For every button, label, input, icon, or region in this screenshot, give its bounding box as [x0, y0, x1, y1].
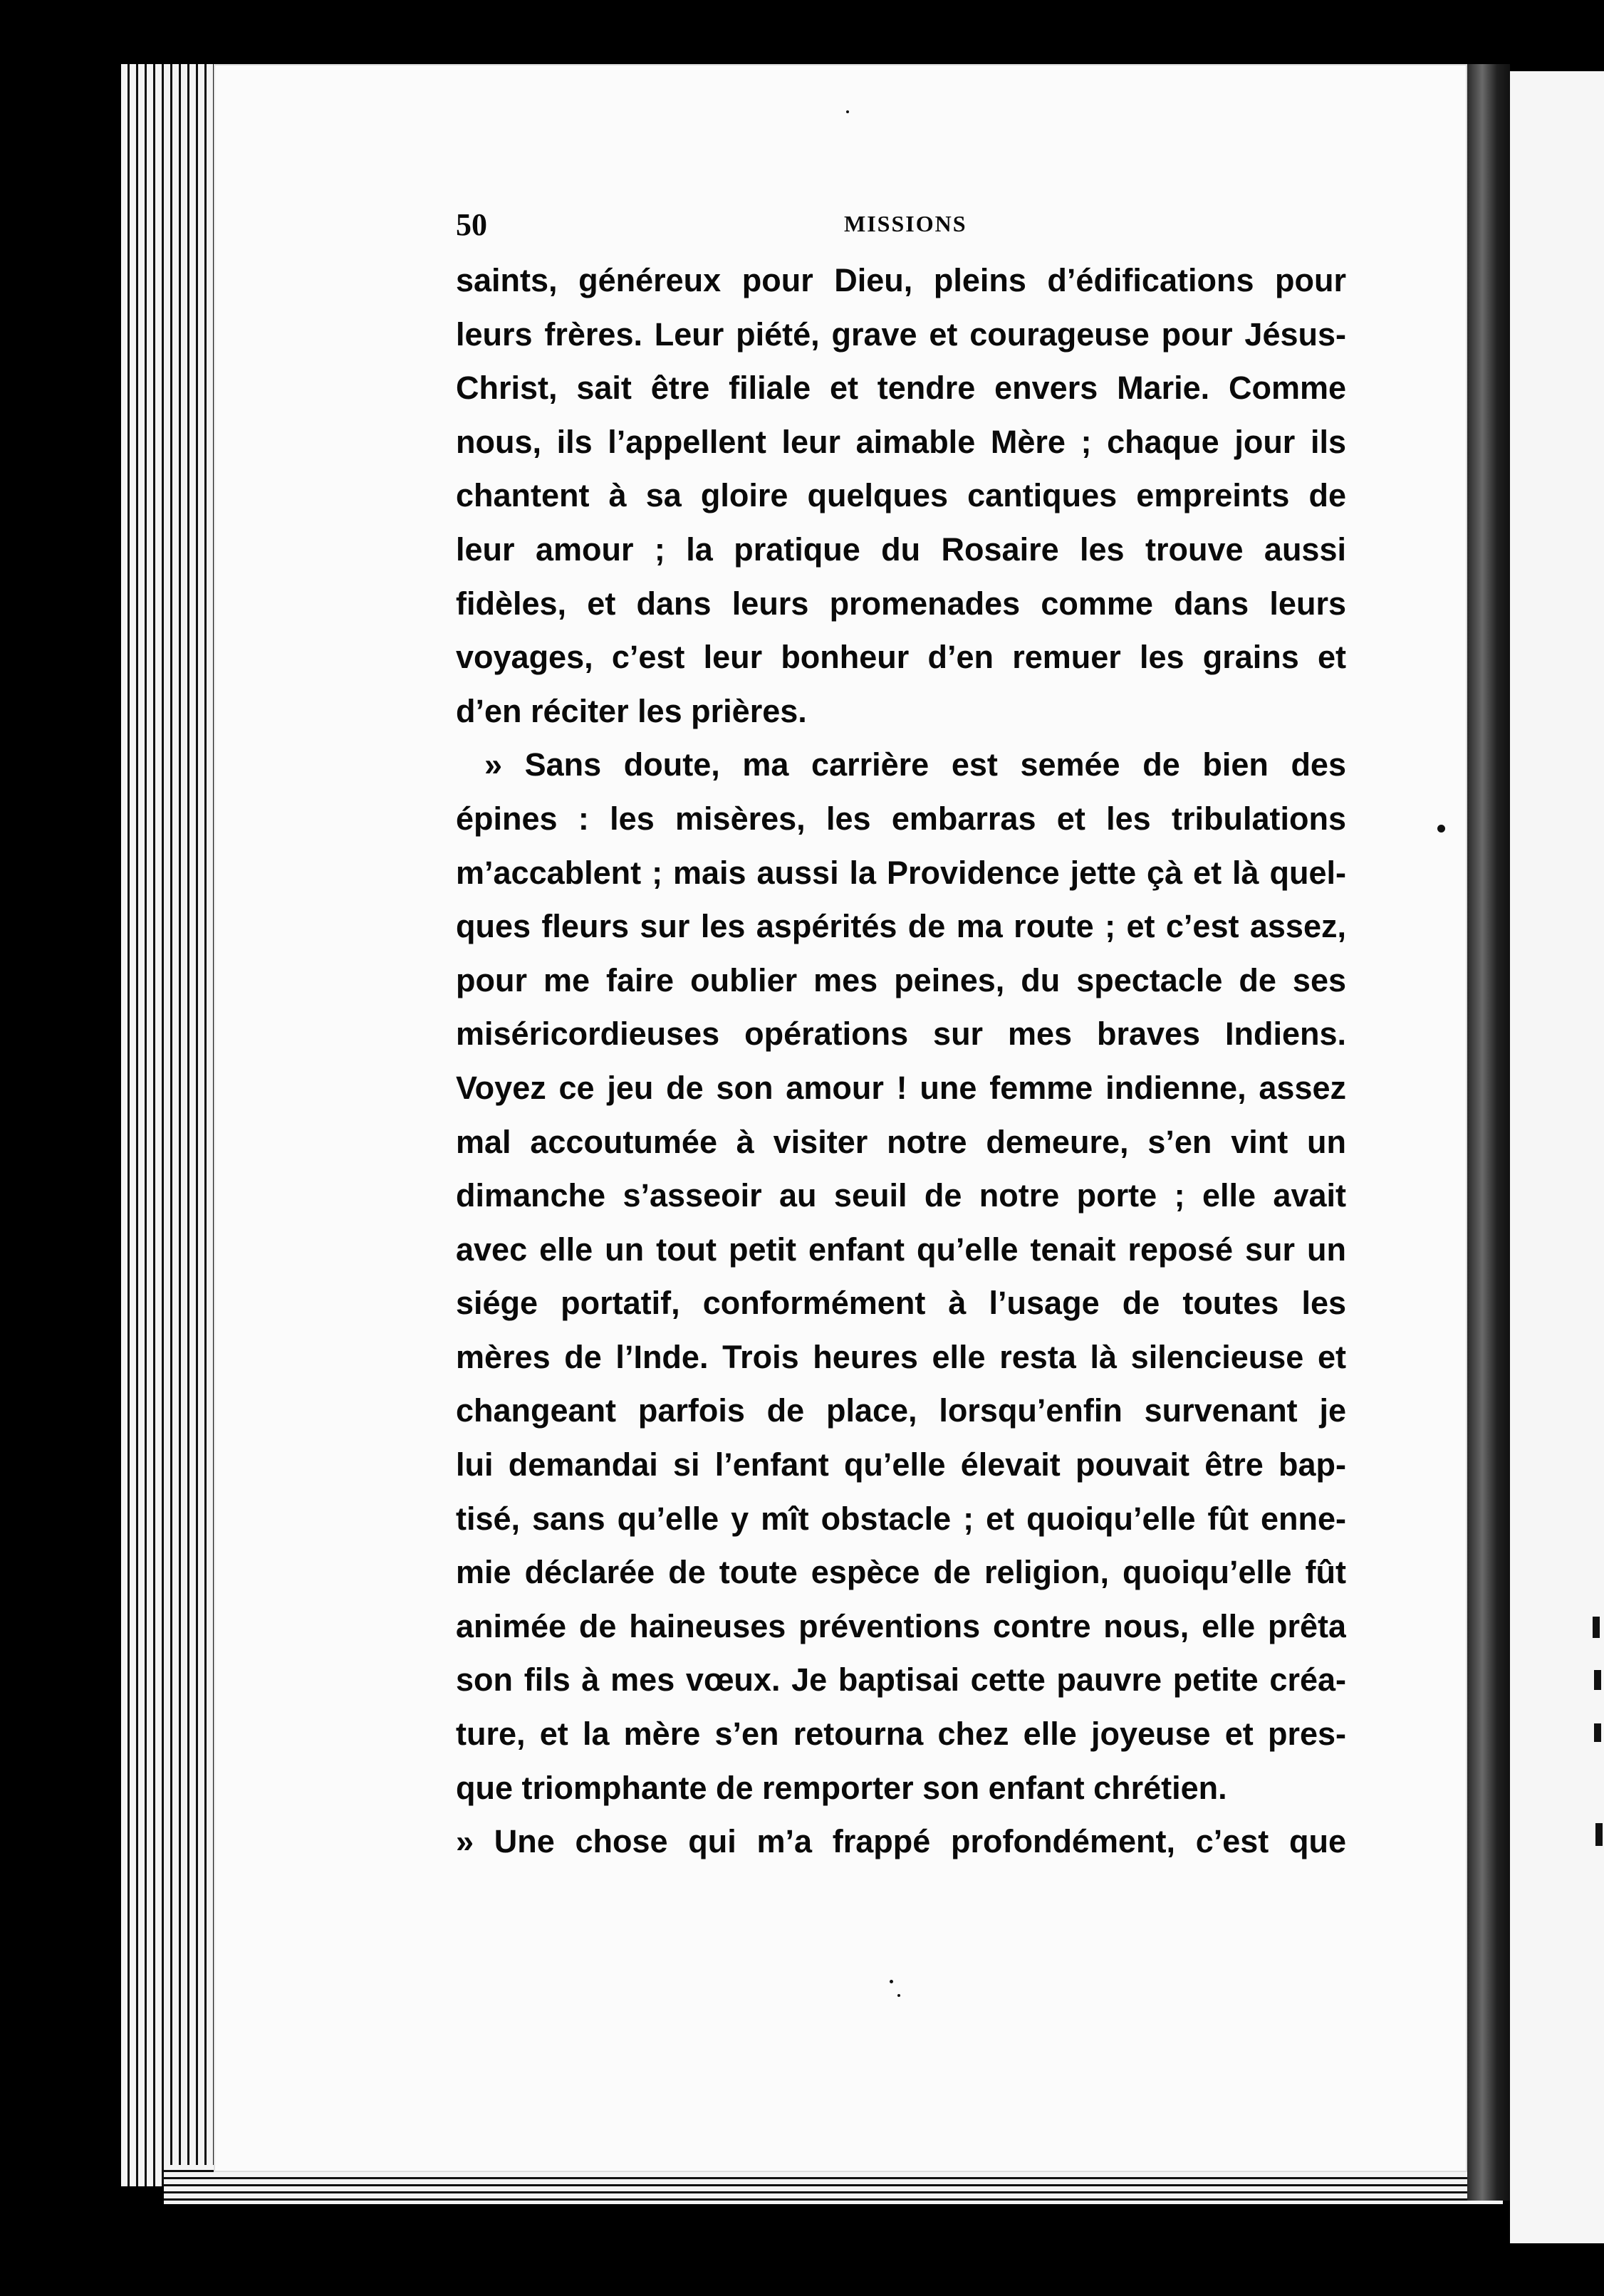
- text-line: fidèles, et dans leurs promenades comme dans leurs: [456, 585, 1346, 622]
- facing-page-strip: [1510, 71, 1604, 2243]
- text-line: ture, et la mère s’en retourna chez elle joyeuse et pres-: [456, 1716, 1346, 1753]
- text-line: » Sans doute, ma carrière est semée de bien des: [484, 746, 1346, 783]
- text-line: épines : les misères, les embarras et les tribulations: [456, 800, 1346, 837]
- text-line: leurs frères. Leur piété, grave et courageuse pour Jésus-: [456, 315, 1346, 353]
- text-line: mie déclarée de toute espèce de religion, quoiqu’elle fût: [456, 1554, 1346, 1591]
- text-line: dimanche s’asseoir au seuil de notre porte ; elle avait: [456, 1177, 1346, 1214]
- text-line: mères de l’Inde. Trois heures elle resta là silencieuse et: [456, 1338, 1346, 1375]
- text-line: avec elle un tout petit enfant qu’elle tenait reposé sur un: [456, 1231, 1346, 1268]
- text-line: chantent à sa gloire quelques cantiques empreints de: [456, 477, 1346, 514]
- text-line: » Une chose qui m’a frappé profondément, c’est que: [456, 1823, 1346, 1860]
- text-line: saints, généreux pour Dieu, pleins d’édifications pour: [456, 262, 1346, 298]
- page-header: [456, 207, 1346, 249]
- text-line: lui demandai si l’enfant qu’elle élevait pouvait être bap-: [456, 1446, 1346, 1483]
- text-line: nous, ils l’appellent leur aimable Mère ; chaque jour ils: [456, 423, 1346, 460]
- text-line: d’en réciter les prières.: [456, 692, 807, 729]
- text-line: m’accablent ; mais aussi la Providence jette çà et là quel-: [456, 854, 1346, 891]
- text-line: changeant parfois de place, lorsqu’enfin survenant je: [456, 1392, 1346, 1429]
- text-line: mal accoutumée à visiter notre demeure, s’en vint un: [456, 1123, 1346, 1160]
- text-line: siége portatif, conformément à l’usage de toutes les: [456, 1285, 1346, 1322]
- book-gutter: [1467, 64, 1510, 2201]
- text-line: Christ, sait être filiale et tendre envers Marie. Comme: [456, 370, 1346, 407]
- page-number: 50: [456, 207, 487, 242]
- text-line: ques fleurs sur les aspérités de ma route ; et c’est assez,: [456, 908, 1346, 945]
- running-title: MISSIONS: [844, 211, 967, 236]
- text-line: tisé, sans qu’elle y mît obstacle ; et quoiqu’elle fût enne-: [456, 1500, 1346, 1537]
- text-line: miséricordieuses opérations sur mes braves Indiens.: [456, 1016, 1346, 1053]
- text-line: animée de haineuses préventions contre nous, elle prêta: [456, 1607, 1346, 1644]
- text-line: leur amour ; la pratique du Rosaire les trouve aussi: [456, 531, 1346, 568]
- text-line: Voyez ce jeu de son amour ! une femme indienne, assez: [456, 1069, 1346, 1106]
- body-text: [456, 254, 1346, 1869]
- text-line: que triomphante de remporter son enfant chrétien.: [456, 1769, 1227, 1806]
- text-line: son fils à mes vœux. Je baptisai cette pauvre petite créa-: [456, 1661, 1346, 1698]
- text-line: pour me faire oublier mes peines, du spectacle de ses: [456, 961, 1346, 998]
- text-line: voyages, c’est leur bonheur d’en remuer les grains et: [456, 639, 1346, 676]
